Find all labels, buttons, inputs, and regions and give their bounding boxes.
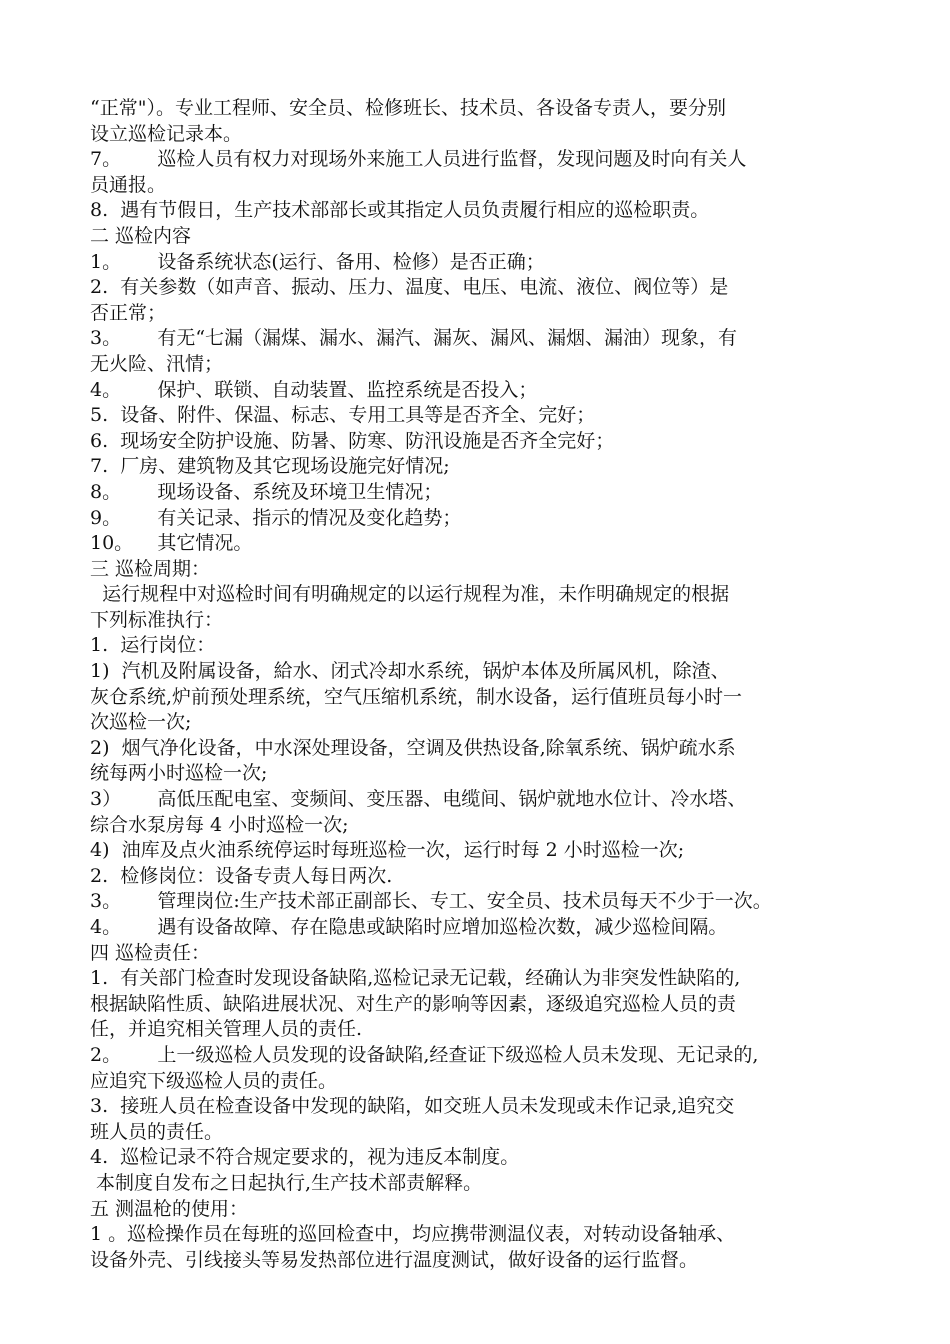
text-line: 1) 汽机及附属设备，給水、闭式冷却水系统，锅炉本体及所属风机，除渣、 (90, 660, 730, 683)
text-line: 本制度自发布之日起执行,生产技术部责解释。 (90, 1171, 483, 1194)
section-heading: 二 巡检内容 (90, 224, 192, 247)
text-line: 7. 厂房、建筑物及其它现场设施完好情况; (90, 455, 450, 478)
text-line: 任，并追究相关管理人员的责任. (90, 1018, 363, 1041)
text-line: 8. 遇有节假日，生产技术部部长或其指定人员负责履行相应的巡检职责。 (90, 199, 710, 222)
text-line: 6. 现场安全防护设施、防暑、防寒、防汛设施是否齐全完好； (90, 429, 615, 452)
document-body (90, 96, 872, 1273)
text-line: 应追究下级巡检人员的责任。 (90, 1069, 338, 1092)
text-line: 10。 其它情况。 (90, 532, 253, 555)
text-line: 4) 油库及点火油系统停运时每班巡检一次，运行时每 2 小时巡检一次; (90, 839, 685, 862)
section-heading: 四 巡检责任： (90, 941, 211, 964)
text-line: 下列标准执行： (90, 608, 224, 631)
text-line: 次巡检一次; (90, 711, 192, 734)
text-line: 2. 有关参数（如声音、振动、压力、温度、电压、电流、液位、阀位等）是 (90, 276, 729, 299)
text-line: 否正常； (90, 301, 167, 324)
text-line: 9。 有关记录、指示的情况及变化趋势； (90, 506, 462, 529)
text-line: 3。 管理岗位:生产技术部正副部长、专工、安全员、技术员每天不少于一次。 (90, 890, 772, 913)
text-line: 2。 上一级巡检人员发现的设备缺陷,经查证下级巡检人员未发现、无记录的, (90, 1043, 759, 1066)
text-line: 4。 遇有设备故障、存在隐患或缺陷时应增加巡检次数，减少巡检间隔。 (90, 916, 728, 938)
text-line: 班人员的责任。 (90, 1120, 224, 1143)
text-line: 统每两小时巡检一次; (90, 762, 268, 785)
text-line: 1。 设备系统状态(运行、备用、检修）是否正确； (90, 250, 545, 273)
text-line: 5. 设备、附件、保温、标志、专用工具等是否齐全、完好； (90, 404, 596, 427)
text-line: 1. 有关部门检查时发现设备缺陷,巡检记录无记载，经确认为非突发性缺陷的, (90, 967, 741, 990)
text-line: 8。 现场设备、系统及环境卫生情况； (90, 480, 443, 503)
text-line: 1. 运行岗位： (90, 634, 216, 657)
text-line: 1 。巡检操作员在每班的巡回检查中，均应携带测温仪表，对转动设备轴承、 (90, 1223, 736, 1246)
text-line: 根据缺陷性质、缺陷进展状况、对生产的影响等因素，逐级追究巡检人员的责 (90, 992, 737, 1015)
text-line: 灰仓系统,炉前预处理系统，空气压缩机系统，制水设备，运行值班员每小时一 (90, 685, 743, 708)
text-line: 4. 巡检记录不符合规定要求的，视为违反本制度。 (90, 1146, 520, 1169)
text-line: 员通报。 (90, 173, 167, 196)
text-line: 运行规程中对巡检时间有明确规定的以运行规程为准，未作明确规定的根据 (90, 583, 730, 606)
text-line: 7。 巡检人员有权力对现场外来施工人员进行监督，发现问题及时向有关人 (90, 148, 747, 171)
text-line: 3） 高低压配电室、变频间、变压器、电缆间、锅炉就地水位计、冷水塔、 (90, 788, 747, 811)
text-line: 综合水泵房每 4 小时巡检一次; (90, 813, 349, 836)
text-line: 设立巡检记录本。 (90, 122, 243, 145)
text-line: 3。 有无“七漏（漏煤、漏水、漏汽、漏灰、漏风、漏烟、漏油）现象，有 (90, 327, 738, 350)
text-line: 4。 保护、联锁、自动装置、监控系统是否投入； (90, 378, 538, 401)
text-line: 2) 烟气净化设备，中水深处理设备，空调及供热设备,除氧系统、锅炉疏水系 (90, 736, 736, 759)
section-heading: 三 巡检周期： (90, 557, 211, 580)
text-line: 3. 接班人员在检查设备中发现的缺陷，如交班人员未发现或未作记录,追究交 (90, 1095, 735, 1118)
text-line: 设备外壳、引线接头等易发热部位进行温度测试，做好设备的运行监督。 (90, 1248, 699, 1271)
section-heading: 五 测温枪的使用： (90, 1197, 249, 1220)
text-line: “正常"）。专业工程师、安全员、检修班长、技术员、各设备专责人，要分别 (90, 97, 726, 119)
text-line: 无火险、汛情； (90, 352, 224, 375)
text-line: 2. 检修岗位：设备专责人每日两次. (90, 864, 393, 887)
